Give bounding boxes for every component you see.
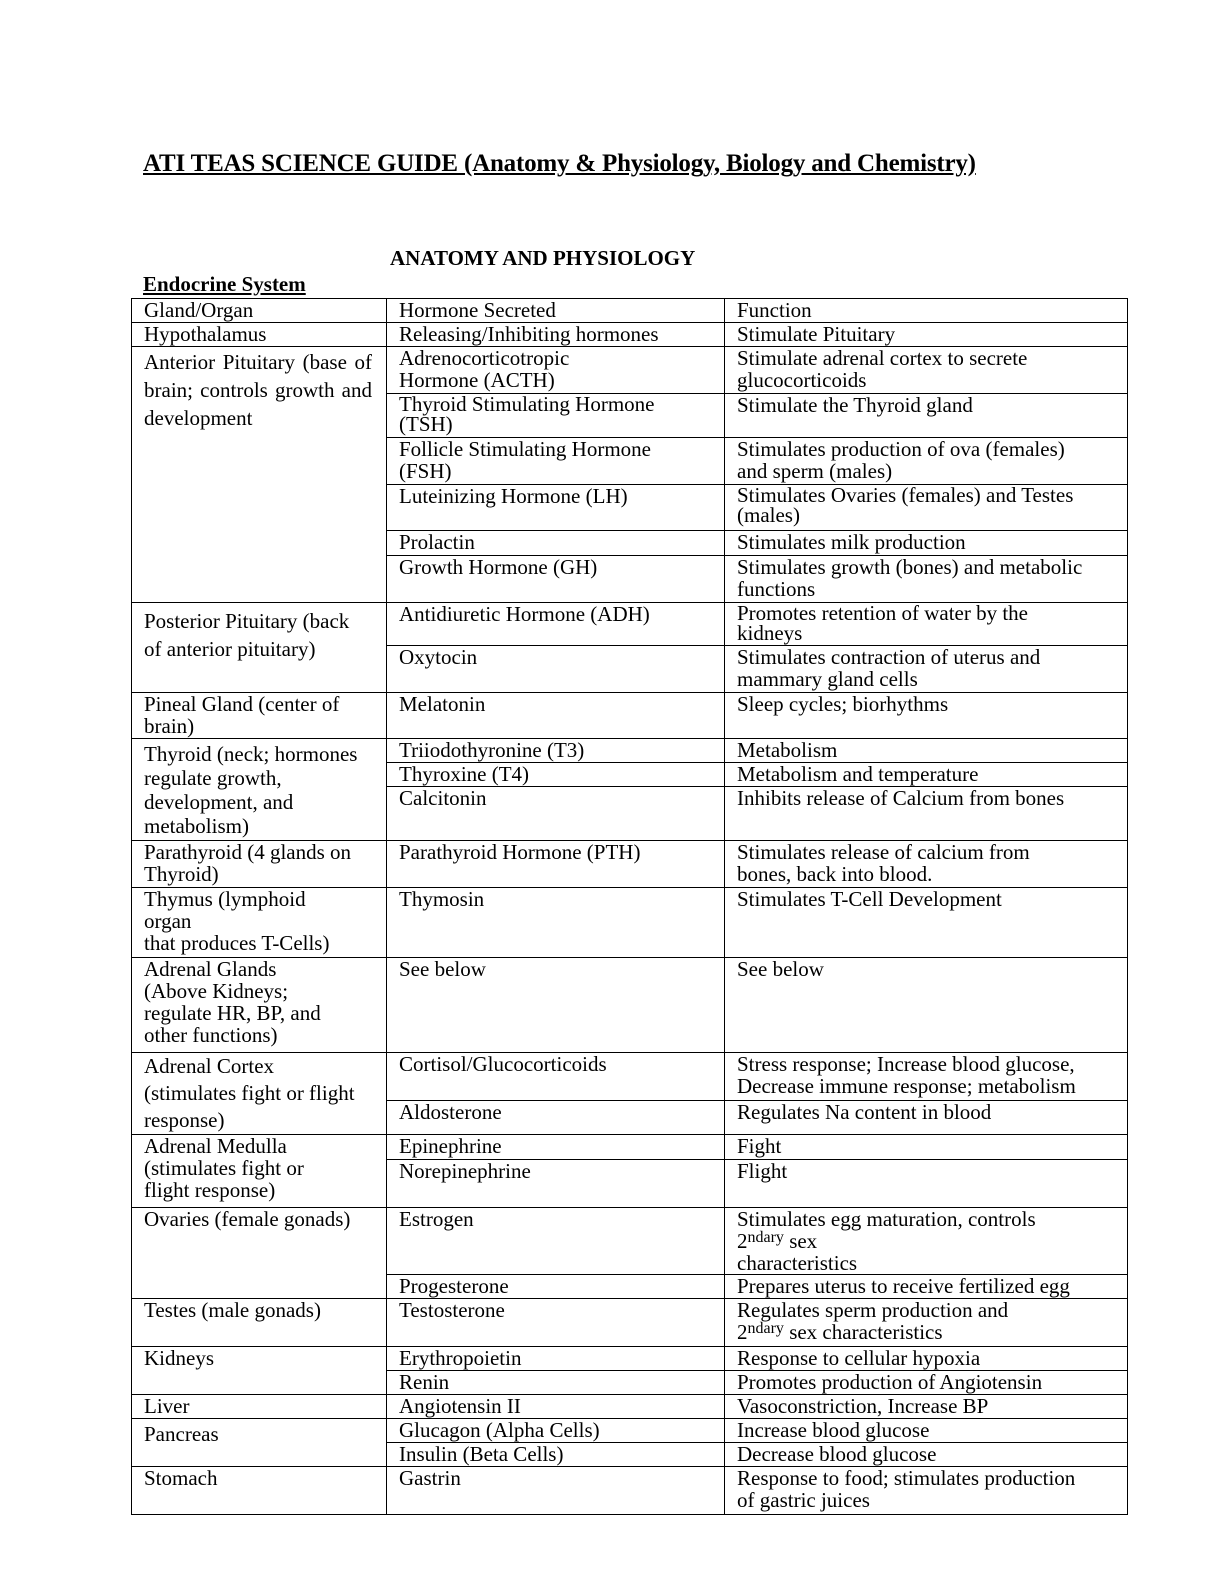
table-row bbox=[132, 1419, 1128, 1443]
function-cell: Stimulates production of ova (females) and sperm (males) bbox=[725, 438, 1128, 485]
table-row bbox=[132, 603, 1128, 646]
function-cell: Stimulates growth (bones) and metabolic functions bbox=[725, 556, 1128, 603]
table-row bbox=[132, 958, 1128, 1053]
gland-cell: Pineal Gland (center of brain) bbox=[132, 693, 387, 739]
function-cell: Decrease blood glucose bbox=[725, 1443, 1128, 1467]
hormone-cell: Adrenocorticotropic Hormone (ACTH) bbox=[387, 347, 725, 394]
table-row bbox=[132, 1053, 1128, 1101]
hormone-cell: Antidiuretic Hormone (ADH) bbox=[387, 603, 725, 646]
hormone-cell: See below bbox=[387, 958, 725, 1053]
hormone-cell: Calcitonin bbox=[387, 787, 725, 841]
function-cell: Stimulates release of calcium from bones, back into blood. bbox=[725, 841, 1128, 888]
hormone-cell: Thyroxine (T4) bbox=[387, 763, 725, 787]
subsection-heading: Endocrine System bbox=[143, 272, 306, 296]
function-cell bbox=[725, 1208, 1128, 1275]
function-cell: Regulates Na content in blood bbox=[725, 1100, 1128, 1134]
hormone-cell: Thymosin bbox=[387, 888, 725, 958]
endocrine-table bbox=[131, 298, 1128, 1515]
function-cell: Flight bbox=[725, 1160, 1128, 1208]
gland-cell: Adrenal Glands (Above Kidneys; regulate HR, BP, and other functions) bbox=[132, 958, 387, 1053]
table-row bbox=[132, 1347, 1128, 1371]
hormone-cell: Erythropoietin bbox=[387, 1347, 725, 1371]
hormone-cell: Follicle Stimulating Hormone (FSH) bbox=[387, 438, 725, 485]
gland-cell: Hypothalamus bbox=[132, 323, 387, 347]
function-cell: Metabolism and temperature bbox=[725, 763, 1128, 787]
table-row bbox=[132, 1395, 1128, 1419]
column-header: Function bbox=[725, 299, 1128, 323]
section-heading: ANATOMY AND PHYSIOLOGY bbox=[390, 246, 696, 270]
gland-cell: Ovaries (female gonads) bbox=[132, 1208, 387, 1299]
table-row bbox=[132, 841, 1128, 888]
hormone-cell: Cortisol/Glucocorticoids bbox=[387, 1053, 725, 1101]
hormone-cell: Releasing/Inhibiting hormones bbox=[387, 323, 725, 347]
gland-cell: Liver bbox=[132, 1395, 387, 1419]
function-cell: Stimulates Ovaries (females) and Testes (males) bbox=[725, 485, 1128, 531]
function-cell: Stimulates contraction of uterus and mammary gland cells bbox=[725, 646, 1128, 693]
column-header: Hormone Secreted bbox=[387, 299, 725, 323]
function-text: sex characteristics bbox=[737, 1229, 858, 1275]
gland-cell: Posterior Pituitary (back of anterior pituitary) bbox=[132, 603, 387, 693]
hormone-cell: Melatonin bbox=[387, 693, 725, 739]
hormone-cell: Norepinephrine bbox=[387, 1160, 725, 1208]
function-text: Regulates sperm production and 2 bbox=[737, 1298, 1009, 1344]
hormone-cell: Renin bbox=[387, 1371, 725, 1395]
function-cell: Response to cellular hypoxia bbox=[725, 1347, 1128, 1371]
function-text: sex characteristics bbox=[783, 1320, 943, 1344]
function-cell: Stimulates T-Cell Development bbox=[725, 888, 1128, 958]
hormone-cell: Luteinizing Hormone (LH) bbox=[387, 485, 725, 531]
gland-cell: Anterior Pituitary (base of brain; controls growth and development bbox=[132, 347, 387, 603]
function-cell: Promotes retention of water by the kidneys bbox=[725, 603, 1128, 646]
table-row bbox=[132, 323, 1128, 347]
table-row bbox=[132, 347, 1128, 394]
function-cell bbox=[725, 1299, 1128, 1347]
function-cell: Increase blood glucose bbox=[725, 1419, 1128, 1443]
gland-cell: Thyroid (neck; hormones regulate growth, development, and metabolism) bbox=[132, 739, 387, 841]
hormone-cell: Aldosterone bbox=[387, 1100, 725, 1134]
hormone-cell: Testosterone bbox=[387, 1299, 725, 1347]
hormone-cell: Oxytocin bbox=[387, 646, 725, 693]
hormone-cell: Epinephrine bbox=[387, 1135, 725, 1160]
table-header-row bbox=[132, 299, 1128, 323]
function-cell: Stimulate the Thyroid gland bbox=[725, 394, 1128, 438]
gland-cell: Stomach bbox=[132, 1467, 387, 1515]
gland-cell: Testes (male gonads) bbox=[132, 1299, 387, 1347]
function-cell: Prepares uterus to receive fertilized egg bbox=[725, 1275, 1128, 1299]
gland-cell: Pancreas bbox=[132, 1419, 387, 1467]
hormone-cell: Growth Hormone (GH) bbox=[387, 556, 725, 603]
function-text: Stimulates egg maturation, controls 2 bbox=[737, 1207, 1036, 1253]
table-row bbox=[132, 888, 1128, 958]
hormone-cell: Triiodothyronine (T3) bbox=[387, 739, 725, 763]
function-cell: Stress response; Increase blood glucose, Decrease immune response; metabolism bbox=[725, 1053, 1128, 1101]
function-cell: Metabolism bbox=[725, 739, 1128, 763]
gland-cell: Kidneys bbox=[132, 1347, 387, 1395]
gland-cell: Parathyroid (4 glands on Thyroid) bbox=[132, 841, 387, 888]
document-title: ATI TEAS SCIENCE GUIDE (Anatomy & Physiology, Biology and Chemistry) bbox=[143, 150, 976, 177]
function-cell: Promotes production of Angiotensin bbox=[725, 1371, 1128, 1395]
function-cell: Vasoconstriction, Increase BP bbox=[725, 1395, 1128, 1419]
hormone-cell: Progesterone bbox=[387, 1275, 725, 1299]
function-cell: Stimulate Pituitary bbox=[725, 323, 1128, 347]
hormone-cell: Estrogen bbox=[387, 1208, 725, 1275]
function-cell: Response to food; stimulates production of gastric juices bbox=[725, 1467, 1128, 1515]
hormone-cell: Parathyroid Hormone (PTH) bbox=[387, 841, 725, 888]
gland-cell: Thymus (lymphoid organ that produces T-Cells) bbox=[132, 888, 387, 958]
gland-cell: Adrenal Cortex (stimulates fight or flight response) bbox=[132, 1053, 387, 1135]
hormone-cell: Thyroid Stimulating Hormone (TSH) bbox=[387, 394, 725, 438]
function-cell: Fight bbox=[725, 1135, 1128, 1160]
hormone-cell: Insulin (Beta Cells) bbox=[387, 1443, 725, 1467]
table-row bbox=[132, 1135, 1128, 1160]
table-row bbox=[132, 693, 1128, 739]
column-header: Gland/Organ bbox=[132, 299, 387, 323]
hormone-cell: Prolactin bbox=[387, 531, 725, 556]
function-cell: See below bbox=[725, 958, 1128, 1053]
gland-cell: Adrenal Medulla (stimulates fight or flight response) bbox=[132, 1135, 387, 1208]
function-cell: Sleep cycles; biorhythms bbox=[725, 693, 1128, 739]
function-cell: Stimulates milk production bbox=[725, 531, 1128, 556]
hormone-cell: Gastrin bbox=[387, 1467, 725, 1515]
table-row bbox=[132, 1208, 1128, 1275]
table-row bbox=[132, 1467, 1128, 1515]
function-cell: Stimulate adrenal cortex to secrete glucocorticoids bbox=[725, 347, 1128, 394]
function-cell: Inhibits release of Calcium from bones bbox=[725, 787, 1128, 841]
hormone-cell: Angiotensin II bbox=[387, 1395, 725, 1419]
hormone-cell: Glucagon (Alpha Cells) bbox=[387, 1419, 725, 1443]
table-row bbox=[132, 739, 1128, 763]
table-row bbox=[132, 1299, 1128, 1347]
superscript: ndary bbox=[747, 1229, 784, 1246]
superscript: ndary bbox=[747, 1320, 784, 1337]
